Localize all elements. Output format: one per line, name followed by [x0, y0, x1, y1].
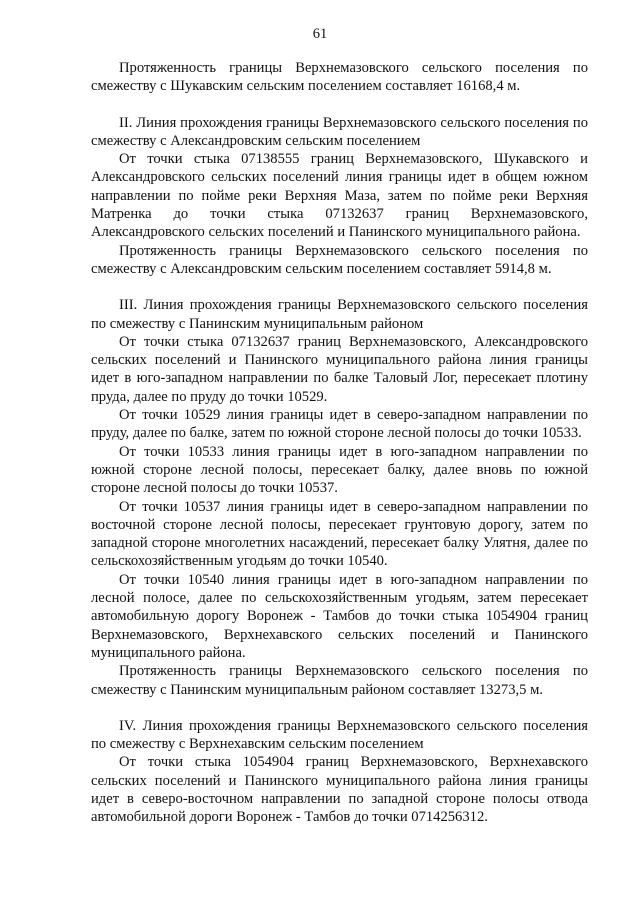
section-iii — [91, 296, 588, 699]
section-heading: IV. Линия прохождения границы Верхнемазовского сельского поселения по смежеству с Верхнехавским сельским поселением — [91, 717, 588, 753]
section-paragraph: От точки 10540 линия границы идет в юго-западном направлении по лесной полосе, далее по сельскохозяйственным угодьям, затем пересекает автомобильную дорогу Воронеж - Тамбов до точки стыка 1054904 границ Верхнемазовского, Верхнехавского сельских поселений и Панинского муниципального района. — [91, 571, 588, 661]
section-paragraph: Протяженность границы Верхнемазовского сельского поселения по смежеству с Александровским сельским поселением составляет 5914,8 м. — [91, 242, 588, 277]
section-ii — [91, 114, 588, 279]
intro-length-statement: Протяженность границы Верхнемазовского сельского поселения по смежеству с Шукавским сельским поселением составляет 16168,4 м. — [91, 60, 588, 95]
section-paragraph: От точки стыка 1054904 границ Верхнемазовского, Верхнехавского сельских поселений и Панинского муниципального района линия границы идет в северо-восточном направлении по западной стороне полосы отвода автомобильной дороги Воронеж - Тамбов до точки 0714256312. — [91, 754, 588, 826]
section-paragraph: От точки 10529 линия границы идет в северо-западном направлении по пруду, далее по балке, затем по южной стороне лесной полосы до точки 10533. — [91, 407, 588, 442]
section-heading: III. Линия прохождения границы Верхнемазовского сельского поселения по смежеству с Панинским муниципальным районом — [91, 297, 588, 332]
section-paragraph: Протяженность границы Верхнемазовского сельского поселения по смежеству с Панинским муниципальным районом составляет 13273,5 м. — [91, 663, 588, 698]
section-heading: II. Линия прохождения границы Верхнемазовского сельского поселения по смежеству с Александровским сельским поселением — [91, 114, 588, 149]
section-paragraph: От точки 10537 линия границы идет в северо-западном направлении по восточной стороне лесной полосы, пересекает грунтовую дорогу, затем по западной стороне многолетних насаждений, пересекает балку Улятня, далее по сельскохозяйственным угодьям до точки 10540. — [91, 498, 588, 570]
document-body — [91, 59, 588, 827]
section-paragraph: От точки стыка 07132637 границ Верхнемазовского, Александровского сельских поселений и Панинского муниципального района линия границы идет в юго-западном направлении по балке Таловый Лог, пересекает плотину пруда, далее по пруду до точки 10529. — [91, 333, 588, 405]
page-number: 61 — [312, 26, 328, 42]
section-paragraph: От точки стыка 07138555 границ Верхнемазовского, Шукавского и Александровского сельских поселений линия границы идет в общем южном направлении по пойме реки Верхняя Маза, затем по пойме реки Верхняя Матренка до точки стыка 07132637 границ Верхнемазовского, Александровского сельских поселений и Панинского муниципального района. — [91, 151, 588, 241]
section-iv — [91, 717, 588, 827]
section-paragraph: От точки 10533 линия границы идет в юго-западном направлении по южной стороне лесной полосы, пересекает балку, далее вновь по южной стороне лесной полосы до точки 10537. — [91, 443, 588, 497]
